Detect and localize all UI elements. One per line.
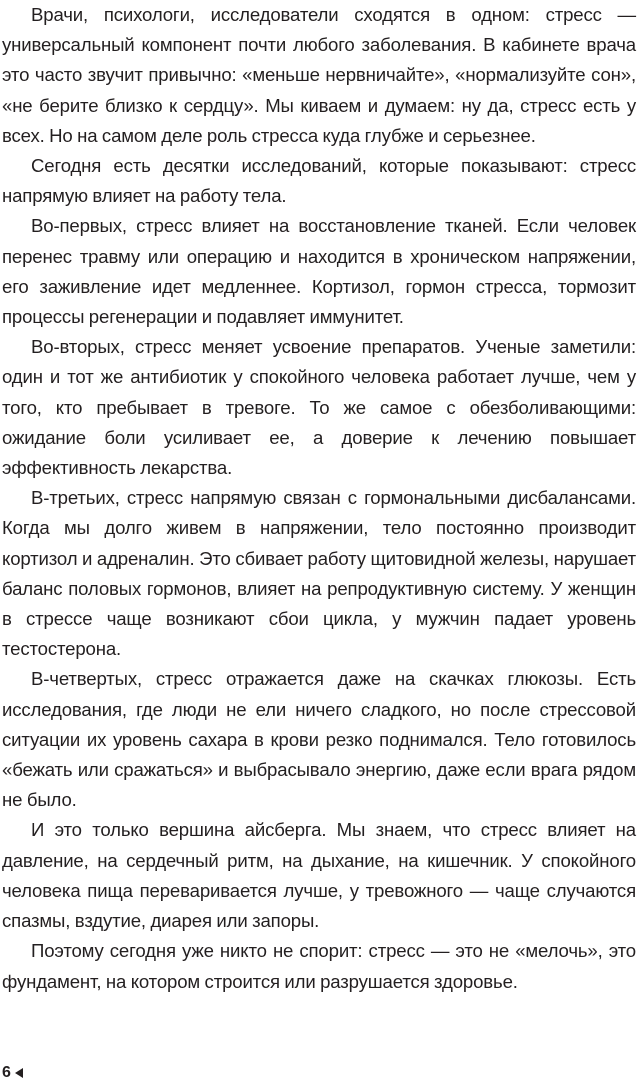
paragraph-second: Во-вторых, стресс меняет усвоение препаратов. Ученые заметили: один и тот же антибиотик у спокойного человека работает лучше, чем у того, кто пребывает в тревоге. То же самое с обезболивающими: ожидание боли усиливает ее, а доверие к лечению повышает эффективность лекарства. xyxy=(2,336,636,479)
body-text xyxy=(2,0,636,997)
paragraph-research: Сегодня есть десятки исследований, которые показывают: стресс напрямую влияет на работу тела. xyxy=(2,155,636,207)
paragraph-first: Во-первых, стресс влияет на восстановление тканей. Если человек перенес травму или операцию и находится в хроническом напряжении, его заживление идет медленнее. Кортизол, гормон стресса, тормозит процессы регенерации и подавляет иммунитет. xyxy=(2,215,636,328)
paragraph-intro: Врачи, психологи, исследователи сходятся в одном: стресс — универсальный компонент почти любого заболевания. В кабинете врача это часто звучит привычно: «меньше нервничайте», «нормализуйте сон», «не берите близко к сердцу». Мы киваем и думаем: ну да, стресс есть у всех. Но на самом деле роль стресса куда глубже и серьезнее. xyxy=(2,4,636,146)
page-footer xyxy=(2,1062,23,1084)
page-number: 6 xyxy=(2,1064,11,1081)
paragraph-conclusion: Поэтому сегодня уже никто не спорит: стресс — это не «мелочь», это фундамент, на котором строится или разрушается здоровье. xyxy=(2,940,636,992)
paragraph-third: В-третьих, стресс напрямую связан с гормональными дисбалансами. Когда мы долго живем в напряжении, тело постоянно производит кортизол и адреналин. Это сбивает работу щитовидной железы, нарушает баланс половых гормонов, влияет на репродуктивную систему. У женщин в стрессе чаще возникают сбои цикла, у мужчин падает уровень тестостерона. xyxy=(2,487,636,660)
paragraph-fourth: В-четвертых, стресс отражается даже на скачках глюкозы. Есть исследования, где люди не ели ничего сладкого, но после стрессовой ситуации их уровень сахара в крови резко поднимался. Тело готовилось «бежать или сражаться» и выбрасывало энергию, даже если врага рядом не было. xyxy=(2,668,636,811)
paragraph-iceberg: И это только вершина айсберга. Мы знаем, что стресс влияет на давление, на сердечный ритм, на дыхание, на кишечник. У спокойного человека пища переваривается лучше, у тревожного — чаще случаются спазмы, вздутие, диарея или запоры. xyxy=(2,819,636,932)
left-triangle-icon xyxy=(15,1068,23,1078)
